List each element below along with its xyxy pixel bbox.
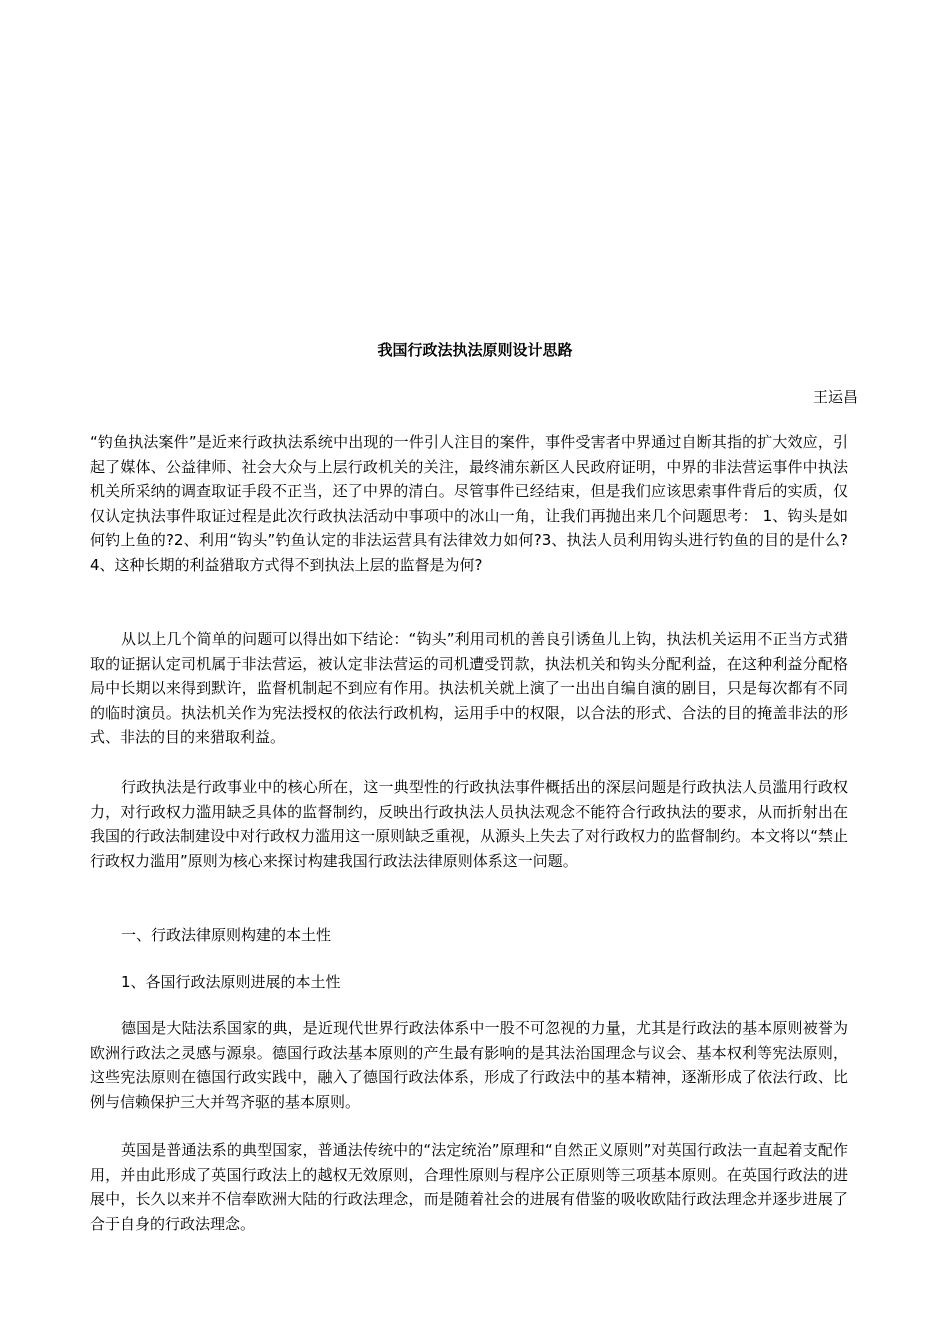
- section-heading-1: 一、行政法律原则构建的本土性: [121, 926, 332, 944]
- document-title: 我国行政法执法原则设计思路: [377, 341, 573, 359]
- paragraph-conclusion: 从以上几个简单的问题可以得出如下结论：“钩头”利用司机的善良引诱鱼儿上钩，执法机关运用不正当方式猎取的证据认定司机属于非法营运，被认定非法营运的司机遭受罚款，执法机关和钩头分配利益，在这种利益分配格局中长期以来得到默许，监督机制起不到应有作用。执法机关就上演了一出出自编自演的剧目，只是每次都有不同的临时演员。执法机关作为宪法授权的依法行政机构，运用手中的权限，以合法的形式、合法的目的掩盖非法的形式、非法的目的来猎取利益。: [90, 630, 848, 746]
- paragraph-germany: 德国是大陆法系国家的典，是近现代世界行政法体系中一股不可忽视的力量，尤其是行政法的基本原则被誉为欧洲行政法之灵感与源泉。德国行政法基本原则的产生最有影响的是其法治国理念与议会、基本权利等宪法原则，这些宪法原则在德国行政实践中，融入了德国行政法体系，形成了行政法中的基本精神，逐渐形成了依法行政、比例与信赖保护三大并驾齐驱的基本原则。: [90, 1019, 848, 1111]
- author-name: 王运昌: [812, 388, 858, 406]
- paragraph-core-issue: 行政执法是行政事业中的核心所在，这一典型性的行政执法事件概括出的深层问题是行政执法人员滥用行政权力，对行政权力滥用缺乏具体的监督制约，反映出行政执法人员执法观念不能符合行政执法的要求，从而折射出在我国的行政法制建设中对行政权力滥用这一原则缺乏重视，从源头上失去了对行政权力的监督制约。本文将以“禁止行政权力滥用”原则为核心来探讨构建我国行政法法律原则体系这一问题。: [90, 778, 848, 870]
- paragraph-intro: “钓鱼执法案件”是近来行政执法系统中出现的一件引人注目的案件，事件受害者中界通过自断其指的扩大效应，引起了媒体、公益律师、社会大众与上层行政机关的关注，最终浦东新区人民政府证明，中界的非法营运事件中执法机关所采纳的调查取证手段不正当，还了中界的清白。尽管事件已经结束，但是我们应该思索事件背后的实质，仅仅认定执法事件取证过程是此次行政执法活动中事项中的冰山一角，让我们再抛出来几个问题思考： 1、钩头是如何钓上鱼的?2、利用“钩头”钓鱼认定的非法运营具有法律效力如何?3、执法人员利用钩头进行钓鱼的目的是什么?4、这种长期的利益猎取方式得不到执法上层的监督是为何?: [90, 433, 848, 574]
- paragraph-england: 英国是普通法系的典型国家，普通法传统中的“法定统治”原理和“自然正义原则”对英国行政法一直起着支配作用，并由此形成了英国行政法上的越权无效原则，合理性原则与程序公正原则等三项基本原则。在英国行政法的进展中，长久以来并不信奉欧洲大陆的行政法理念，而是随着社会的进展有借鉴的吸收欧陆行政法理念并逐步进展了合于自身的行政法理念。: [90, 1141, 848, 1233]
- section-heading-1-1: 1、各国行政法原则进展的本土性: [121, 973, 341, 991]
